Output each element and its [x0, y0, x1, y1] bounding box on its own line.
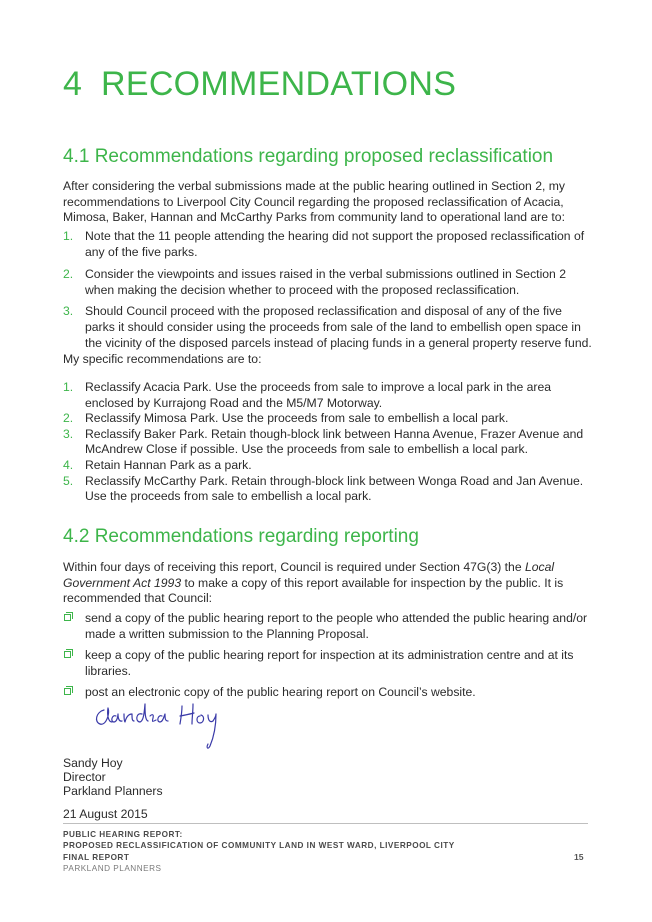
list-item-text: Note that the 11 people attending the hearing did not support the proposed reclassification of any of the five parks. — [85, 229, 585, 259]
specific-recommendations-list — [63, 380, 593, 505]
list-item — [63, 474, 593, 505]
section-number: 4 — [63, 65, 83, 103]
list-item — [63, 380, 593, 411]
general-recommendations-list — [63, 229, 593, 351]
list-marker: 2. — [63, 411, 74, 426]
list-item-text: Retain Hannan Park as a park. — [85, 457, 252, 472]
signatory-block — [63, 757, 163, 798]
intro-paragraph: After considering the verbal submissions made at the public hearing outlined in Section 2, my recommendations to Liverpool City Council regarding the proposed reclassification of Acacia, Mimosa, Baker, Hannan and McCarthy Parks from community land to operational land are to: — [63, 179, 565, 225]
bullet-item — [63, 611, 593, 642]
reporting-bullets — [63, 611, 593, 701]
list-item — [63, 458, 593, 474]
list-item — [63, 427, 593, 458]
footer-line-2: PROPOSED RECLASSIFICATION OF COMMUNITY LAND IN WEST WARD, LIVERPOOL CITY — [63, 841, 455, 851]
footer-line-4: PARKLAND PLANNERS — [63, 863, 162, 873]
list-item — [63, 304, 593, 351]
footer-line-3: FINAL REPORT — [63, 852, 130, 862]
footer-line-1: PUBLIC HEARING REPORT: — [63, 830, 183, 839]
reporting-intro-text-cont: to make a copy of this report available for inspection by the public. It is recommended that Council: — [63, 575, 564, 606]
page-footer — [63, 829, 588, 874]
list-marker: 3. — [63, 304, 74, 319]
list-item-text: Reclassify Baker Park. Retain though-block link between Hanna Avenue, Frazer Avenue and McAndrew Close if possible. Use the proceeds from sale to embellish a local park. — [85, 426, 584, 457]
reporting-intro-text: Within four days of receiving this report, Council is required under Section 47G(3) the — [63, 560, 525, 574]
list-marker: 4. — [63, 457, 74, 472]
bullet-text: send a copy of the public hearing report to the people who attended the public hearing and/or made a written submission to the Planning Proposal. — [85, 611, 588, 641]
list-marker: 3. — [63, 426, 74, 441]
list-item — [63, 411, 593, 427]
bullet-text: post an electronic copy of the public hearing report on Council’s website. — [85, 685, 476, 700]
list-item — [63, 229, 593, 260]
section-title: RECOMMENDATIONS — [101, 65, 457, 103]
list-marker: 5. — [63, 473, 74, 488]
list-marker: 2. — [63, 267, 74, 282]
specific-intro: My specific recommendations are to: — [63, 352, 262, 366]
subsection-title-4-2: 4.2 Recommendations regarding reporting — [63, 526, 419, 547]
list-marker: 1. — [63, 380, 74, 394]
signatory-role: Director — [63, 769, 106, 784]
list-item-text: Reclassify Acacia Park. Use the proceeds from sale to improve a local park in the area enclosed by Kurrajong Road and the M5/M7 Motorway. — [85, 380, 552, 410]
reporting-intro — [63, 560, 593, 607]
list-item-text: Reclassify Mimosa Park. Use the proceeds from sale to embellish a local park. — [85, 411, 509, 426]
signatory-name: Sandy Hoy — [63, 756, 123, 770]
page-title — [63, 64, 456, 104]
list-item-text: Consider the viewpoints and issues raised in the verbal submissions outlined in Section 2 when making the decision whether to proceed with the proposed reclassification. — [85, 267, 566, 297]
bullet-item — [63, 685, 593, 701]
subsection-title-4-1: 4.1 Recommendations regarding proposed reclassification — [63, 146, 554, 167]
page-number: 15 — [574, 852, 584, 862]
handwritten-signature — [90, 700, 240, 752]
checkbox-square-icon — [64, 614, 71, 621]
bullet-text: keep a copy of the public hearing report for inspection at its administration centre and at its libraries. — [85, 648, 574, 678]
checkbox-square-icon — [64, 651, 71, 658]
bullet-item — [63, 648, 593, 679]
checkbox-square-icon — [64, 688, 71, 695]
footer-divider — [63, 823, 588, 824]
list-item-text: Should Council proceed with the proposed reclassification and disposal of any of the five parks it should consider using the proceeds from sale of the land to embellish open space in the vicinity of the disposed parcels instead of placing funds in a general property reserve fund. — [85, 304, 592, 350]
signatory-company: Parkland Planners — [63, 783, 163, 798]
act-title: Local Government Act 1993 — [63, 560, 555, 590]
list-item-text: Reclassify McCarthy Park. Retain through-block link between Wonga Road and Jan Avenue. Use the proceeds from sale to embellish a local park. — [85, 473, 584, 504]
report-date: 21 August 2015 — [63, 807, 148, 821]
list-marker: 1. — [63, 229, 74, 243]
list-item — [63, 267, 593, 298]
